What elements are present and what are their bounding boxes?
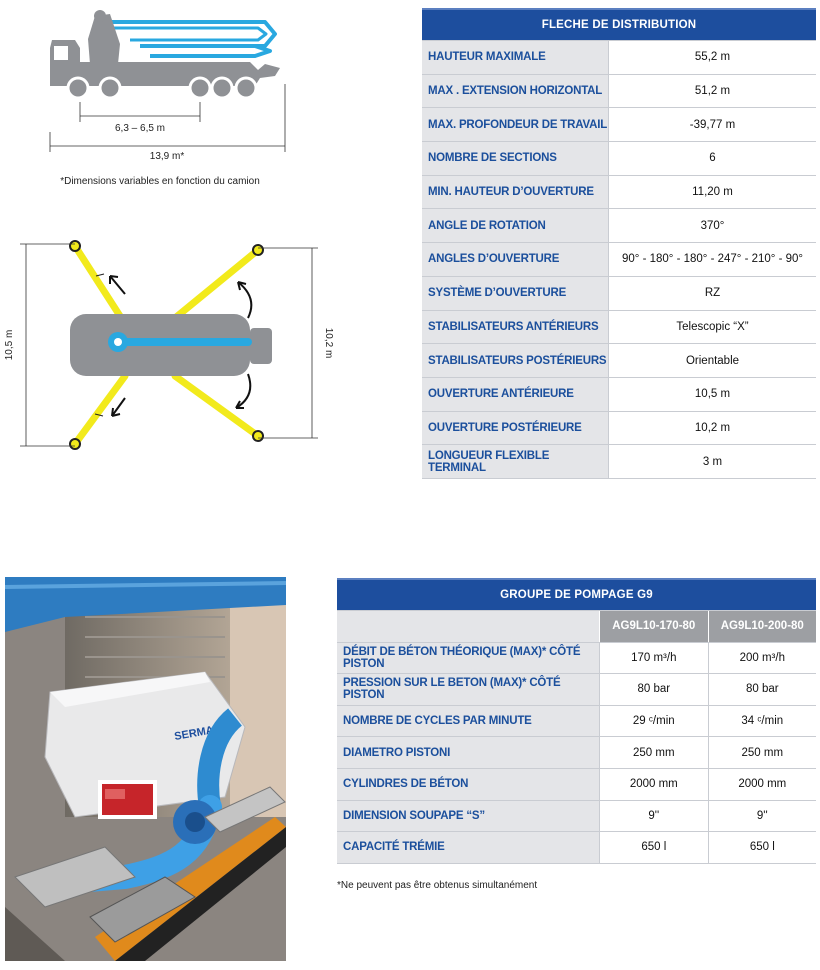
row-value: 29 ᶜ/min [600, 705, 709, 737]
row-value: 80 bar [708, 674, 816, 706]
row-value: -39,77 m [609, 108, 817, 142]
dim-wheelbase: 6,3 – 6,5 m [114, 123, 166, 134]
row-label: DÉBIT DE BÉTON THÉORIQUE (MAX)* CÔTÉ PISTON [337, 642, 600, 674]
table-row [422, 175, 816, 209]
row-label: OUVERTURE ANTÉRIEURE [422, 377, 609, 411]
dim-front-opening: 10,5 m [4, 329, 15, 361]
row-value: 51,2 m [609, 74, 817, 108]
table-header-row [337, 611, 816, 643]
pump-photo [5, 577, 286, 961]
row-label: DIAMETRO PISTONI [337, 737, 600, 769]
column-header: AG9L10-170-80 [600, 611, 709, 643]
row-value: 6 [609, 142, 817, 176]
row-value: Telescopic “X” [609, 310, 817, 344]
row-value: 650 l [708, 832, 816, 864]
table-row [422, 41, 816, 75]
row-label: NOMBRE DE SECTIONS [422, 142, 609, 176]
table-row [337, 832, 816, 864]
header-blank [337, 611, 600, 643]
pompage-title: GROUPE DE POMPAGE G9 [337, 579, 816, 611]
row-value: 55,2 m [609, 41, 817, 75]
row-label: SYSTÈME D’OUVERTURE [422, 276, 609, 310]
table-row [422, 377, 816, 411]
table-row [422, 445, 816, 479]
truck-top-diagram [0, 236, 340, 456]
table-row [337, 642, 816, 674]
row-label: CYLINDRES DE BÉTON [337, 768, 600, 800]
table-row [422, 74, 816, 108]
row-value: 200 m³/h [708, 642, 816, 674]
row-label: ANGLES D’OUVERTURE [422, 243, 609, 277]
row-label: MAX. PROFONDEUR DE TRAVAIL [422, 108, 609, 142]
row-label: ANGLE DE ROTATION [422, 209, 609, 243]
row-label: MIN. HAUTEUR D’OUVERTURE [422, 175, 609, 209]
row-label: DIMENSION SOUPAPE “S” [337, 800, 600, 832]
row-value: 250 mm [600, 737, 709, 769]
row-label: HAUTEUR MAXIMALE [422, 41, 609, 75]
table-row [337, 674, 816, 706]
table-row [337, 737, 816, 769]
dimensions-note: *Dimensions variables en fonction du camion [60, 176, 260, 187]
table-row [422, 411, 816, 445]
table-row [422, 276, 816, 310]
table-row [422, 209, 816, 243]
row-value: RZ [609, 276, 817, 310]
row-label: NOMBRE DE CYCLES PAR MINUTE [337, 705, 600, 737]
row-value: 10,5 m [609, 377, 817, 411]
row-value: 10,2 m [609, 411, 817, 445]
row-label: OUVERTURE POSTÉRIEURE [422, 411, 609, 445]
fleche-title: FLECHE DE DISTRIBUTION [422, 9, 816, 41]
row-value: 11,20 m [609, 175, 817, 209]
row-value: 2000 mm [708, 768, 816, 800]
pump-note: *Ne peuvent pas être obtenus simultanément [337, 880, 538, 891]
table-row [337, 800, 816, 832]
row-value: 650 l [600, 832, 709, 864]
row-value: 370° [609, 209, 817, 243]
table-row [337, 705, 816, 737]
table-row [422, 243, 816, 277]
row-value: 9'' [600, 800, 709, 832]
dim-rear-opening: 10,2 m [323, 327, 334, 359]
table-row [422, 344, 816, 378]
row-value: 3 m [609, 445, 817, 479]
truck-side-diagram [40, 4, 300, 204]
fleche-table [422, 8, 816, 479]
boom-folded [102, 22, 275, 56]
row-label: PRESSION SUR LE BETON (MAX)* CÔTÉ PISTON [337, 674, 600, 706]
row-value: 2000 mm [600, 768, 709, 800]
row-value: 90° - 180° - 180° - 247° - 210° - 90° [609, 243, 817, 277]
table-row [422, 142, 816, 176]
row-label: CAPACITÉ TRÉMIE [337, 832, 600, 864]
row-label: STABILISATEURS POSTÉRIEURS [422, 344, 609, 378]
row-label: LONGUEUR FLEXIBLE TERMINAL [422, 445, 609, 479]
table-row [422, 310, 816, 344]
row-value: 9'' [708, 800, 816, 832]
table-row [337, 768, 816, 800]
row-value: 34 ᶜ/min [708, 705, 816, 737]
row-value: Orientable [609, 344, 817, 378]
row-label: MAX . EXTENSION HORIZONTAL [422, 74, 609, 108]
pompage-table [337, 578, 816, 864]
row-value: 80 bar [600, 674, 709, 706]
table-row [422, 108, 816, 142]
row-value: 250 mm [708, 737, 816, 769]
row-label: STABILISATEURS ANTÉRIEURS [422, 310, 609, 344]
dim-total-length: 13,9 m* [149, 151, 185, 162]
column-header: AG9L10-200-80 [708, 611, 816, 643]
sermac-logo: SERMAC [173, 722, 223, 743]
row-value: 170 m³/h [600, 642, 709, 674]
